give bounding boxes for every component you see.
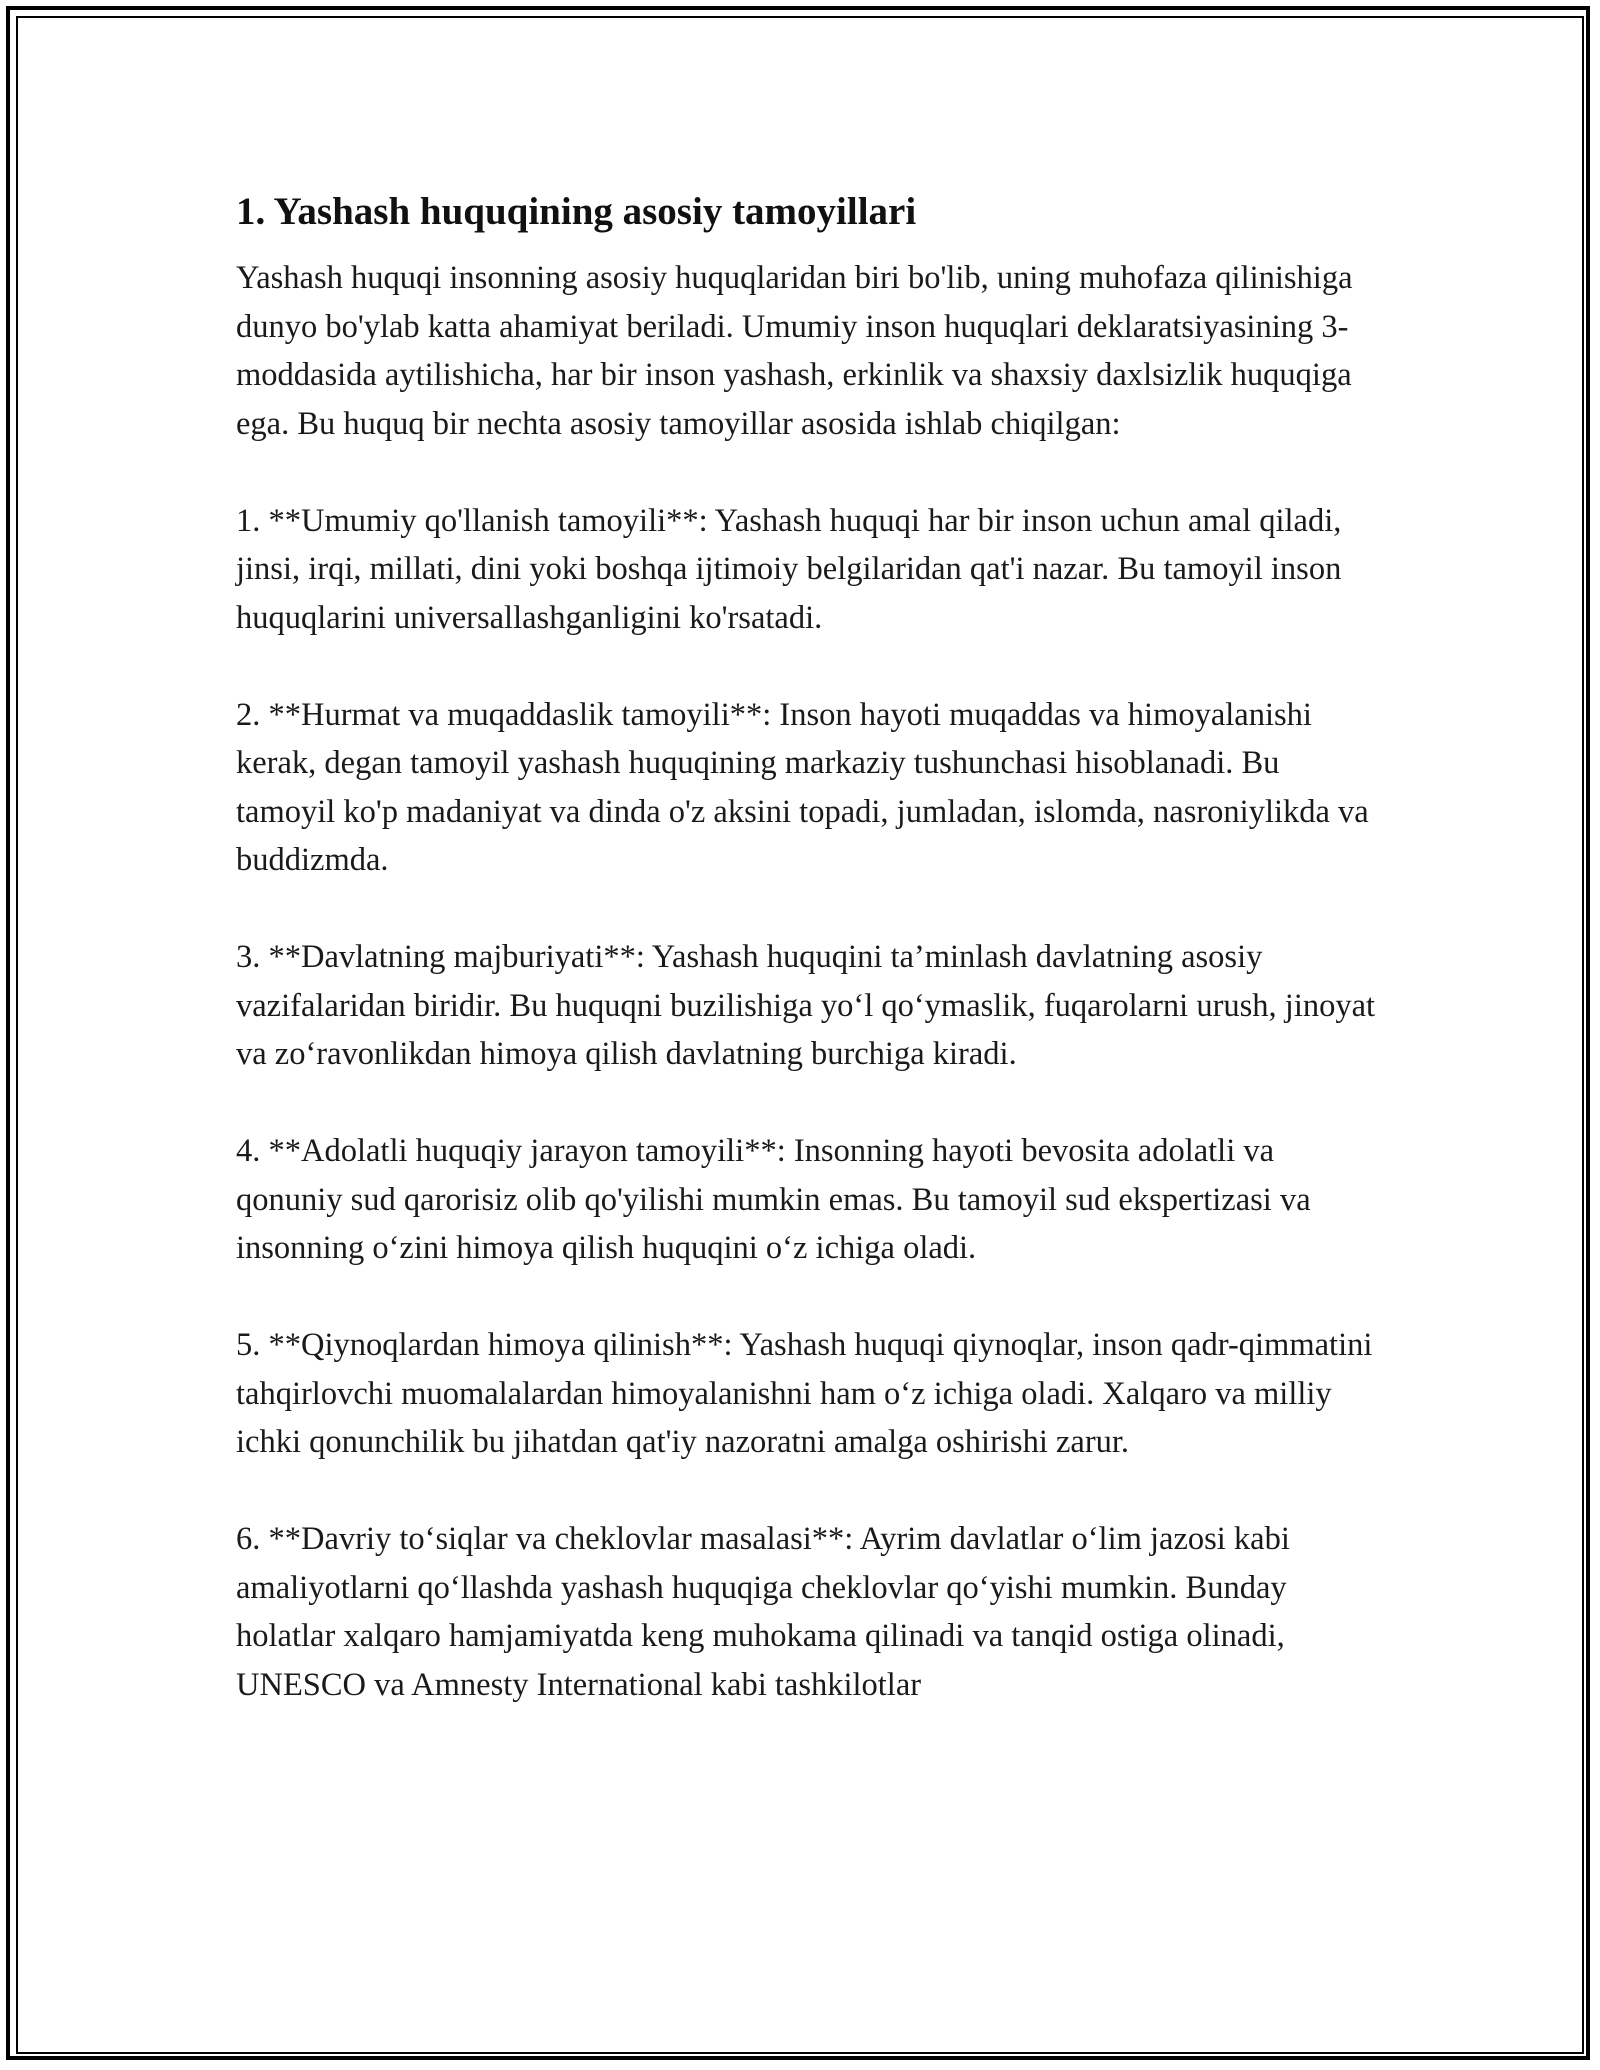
intro-paragraph: Yashash huquqi insonning asosiy huquqlaridan biri bo'lib, uning muhofaza qilinishiga dunyo bo'ylab katta ahamiyat beriladi. Umumiy inson huquqlari deklaratsiyasining 3-moddasida aytilishicha, har bir inson yashash, erkinlik va shaxsiy daxlsizlik huquqiga ega. Bu huquq bir nechta asosiy tamoyillar asosida ishlab chiqilgan: [236,260,1353,442]
principle-item-5: 5. **Qiynoqlardan himoya qilinish**: Yashash huquqi qiynoqlar, inson qadr-qimmatini tahqirlovchi muomalalardan himoyalanishni ham o‘z ichiga oladi. Xalqaro va milliy ichki qonunchilik bu jihatdan qat'iy nazoratni amalga oshirishi zarur. [236,1327,1373,1460]
section-heading: 1. Yashash huquqining asosiy tamoyillari [236,190,917,233]
document-body [236,180,1376,1758]
principle-item-4: 4. **Adolatli huquqiy jarayon tamoyili**: Insonning hayoti bevosita adolatli va qonuniy sud qarorisiz olib qo'yilishi mumkin emas. Bu tamoyil sud ekspertizasi va insonning o‘zini himoya qilish huquqini o‘z ichiga oladi. [236,1133,1311,1266]
principle-item-3: 3. **Davlatning majburiyati**: Yashash huquqini ta’minlash davlatning asosiy vazifalaridan biridir. Bu huquqni buzilishiga yo‘l qo‘ymaslik, fuqarolarni urush, jinoyat va zo‘ravonlikdan himoya qilish davlatning burchiga kiradi. [236,939,1376,1072]
principle-item-6: 6. **Davriy to‘siqlar va cheklovlar masalasi**: Ayrim davlatlar o‘lim jazosi kabi amaliyotlarni qo‘llashda yashash huquqiga cheklovlar qo‘yishi mumkin. Bunday holatlar xalqaro hamjamiyatda keng muhokama qilinadi va tanqid ostiga olinadi, UNESCO va Amnesty International kabi tashkilotlar [236,1521,1290,1703]
principle-item-2: 2. **Hurmat va muqaddaslik tamoyili**: Inson hayoti muqaddas va himoyalanishi kerak, degan tamoyil yashash huquqining markaziy tushunchasi hisoblanadi. Bu tamoyil ko'p madaniyat va dinda o'z aksini topadi, jumladan, islomda, nasroniylikda va buddizmda. [236,696,1369,878]
principle-item-1: 1. **Umumiy qo'llanish tamoyili**: Yashash huquqi har bir inson uchun amal qiladi, jinsi, irqi, millati, dini yoki boshqa ijtimoiy belgilaridan qat'i nazar. Bu tamoyil inson huquqlarini universallashganligini ko'rsatadi. [236,502,1342,636]
